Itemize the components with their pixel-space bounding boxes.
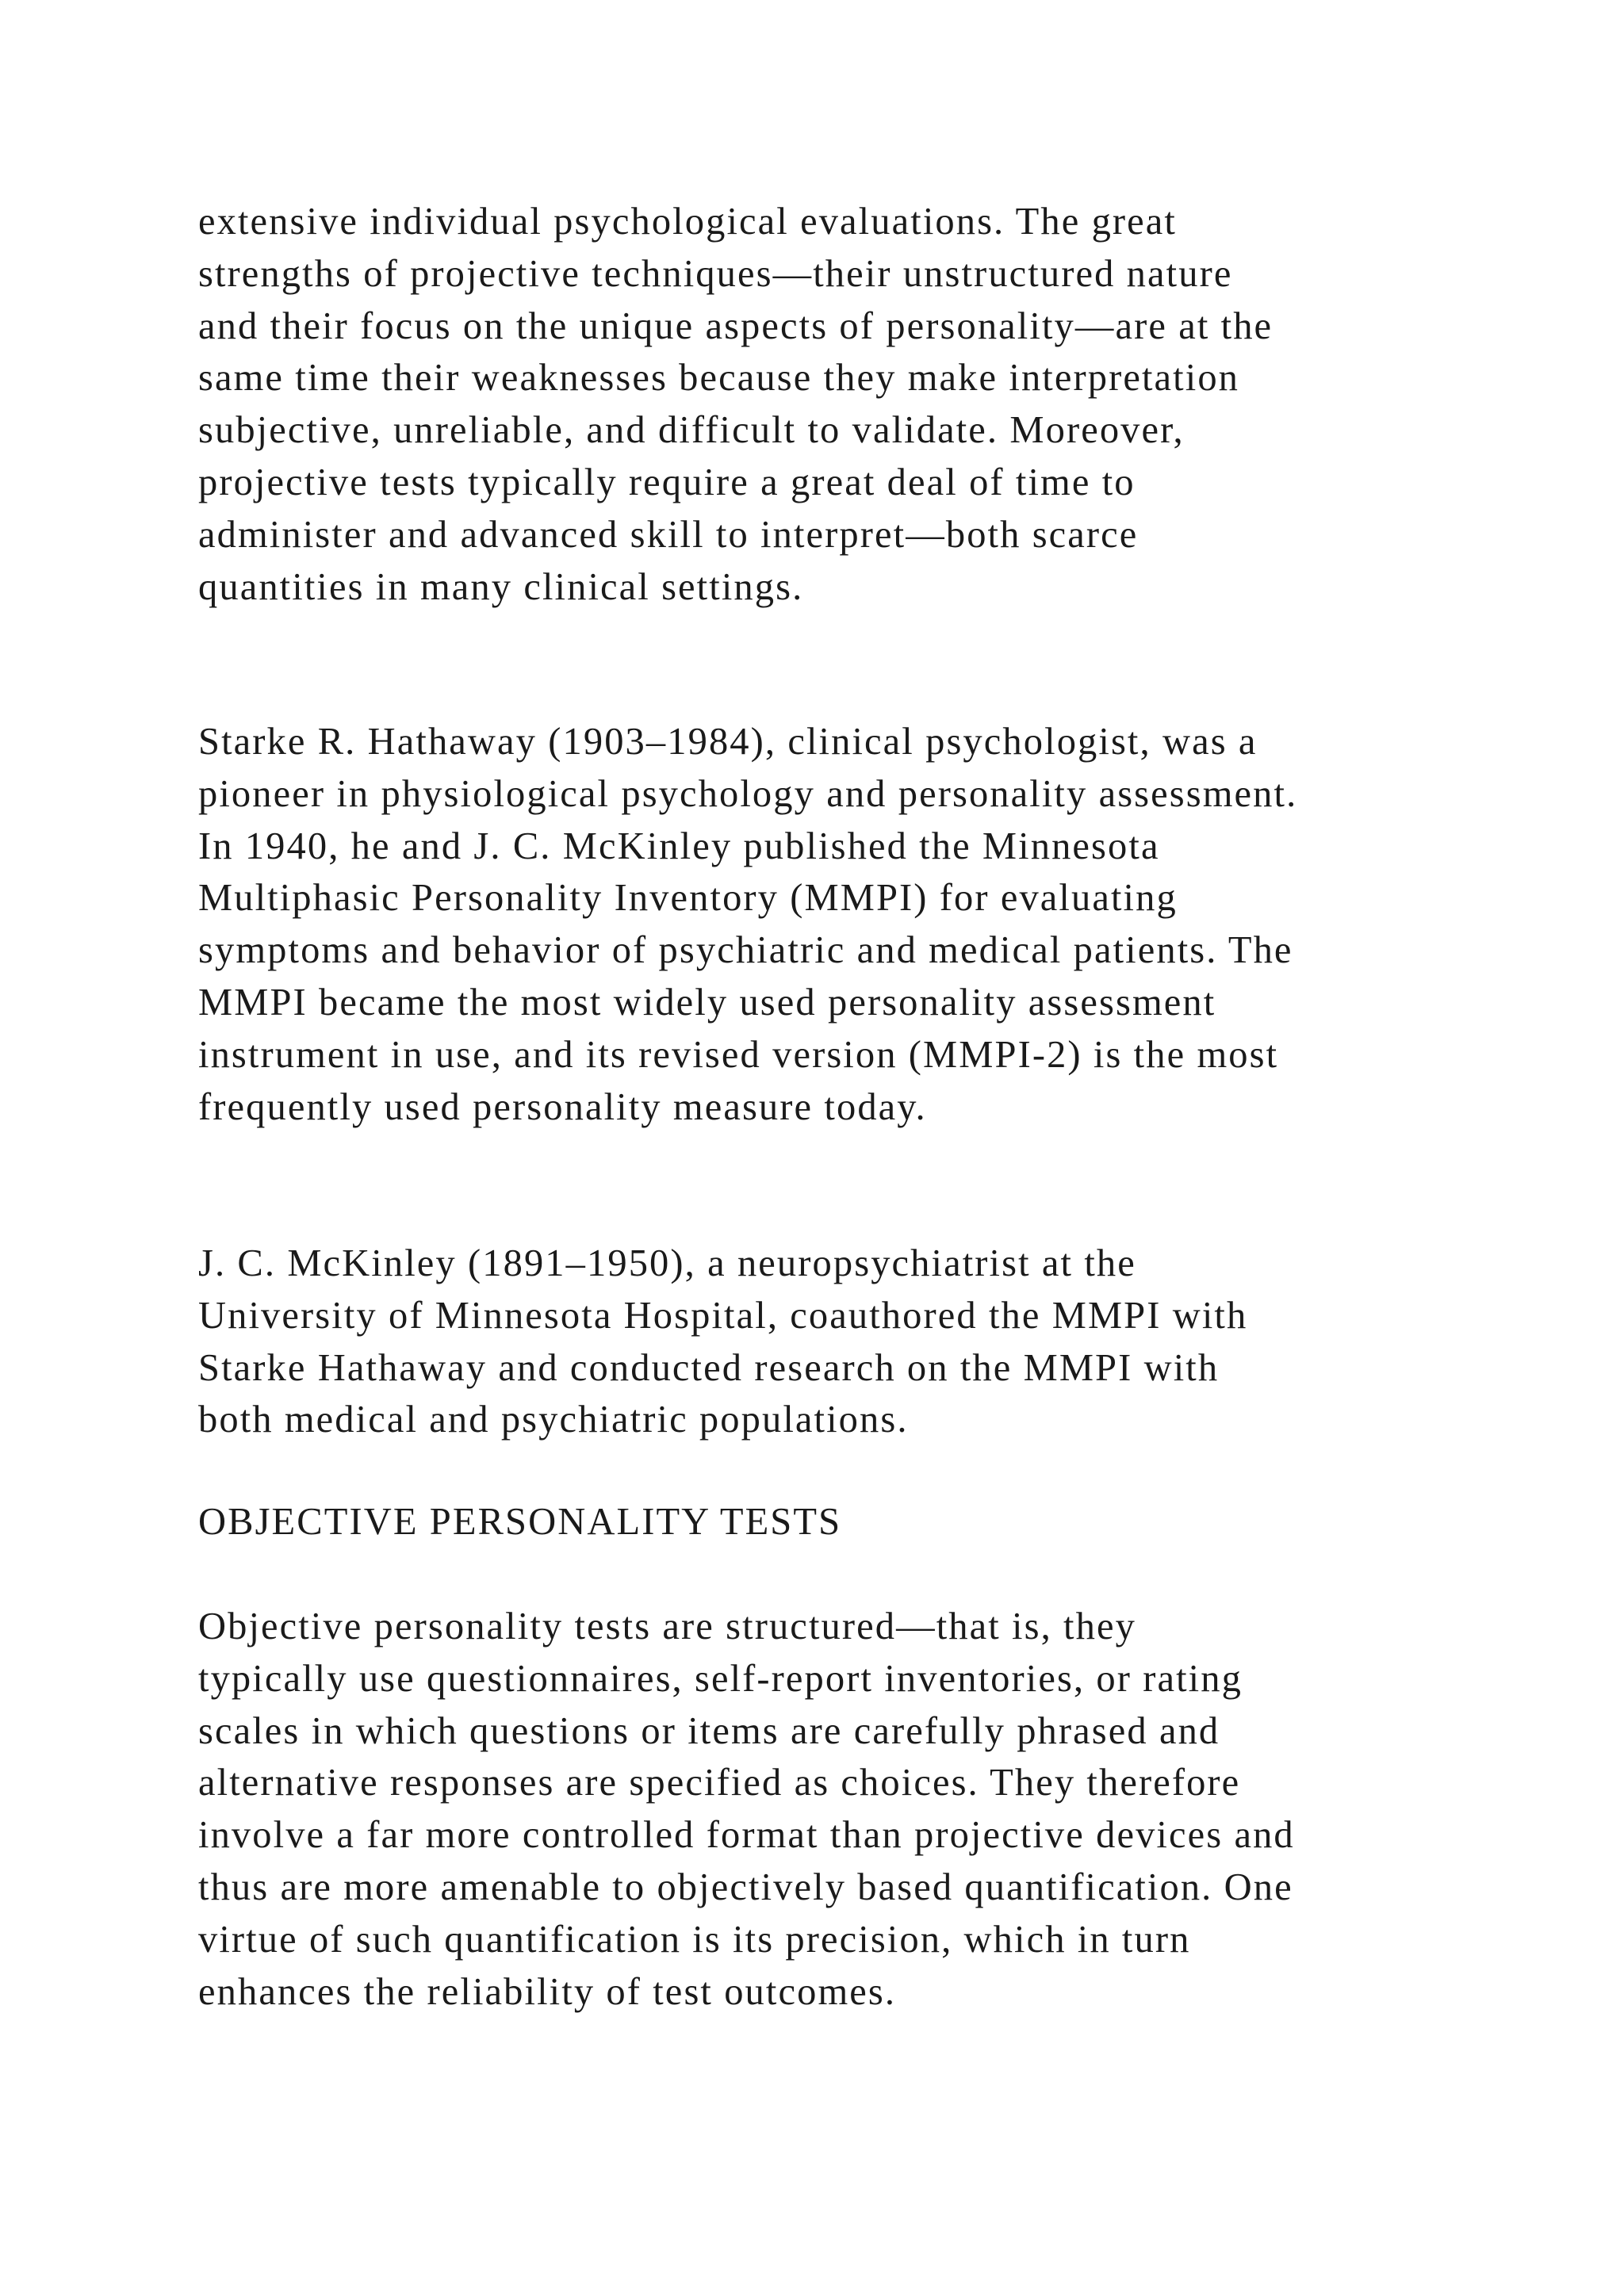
paragraph-projective-limitations [198,196,1515,613]
text-line: typically use questionnaires, self-report inventories, or rating [198,1657,1243,1700]
text-line: same time their weaknesses because they make interpretation [198,357,1240,400]
text-line: University of Minnesota Hospital, coauthored the MMPI with [198,1294,1248,1337]
text-line: J. C. McKinley (1891–1950), a neuropsychiatrist at the [198,1242,1136,1284]
section-heading [198,1496,1515,1548]
paragraph-hathaway-bio [198,716,1515,1133]
text-line: enhances the reliability of test outcomes. [198,1970,897,2013]
text-line: Multiphasic Personality Inventory (MMPI) for evaluating [198,877,1178,920]
text-line: frequently used personality measure today. [198,1085,927,1128]
paragraph-objective-tests [198,1601,1515,2018]
text-line: pioneer in physiological psychology and personality assessment. [198,772,1298,815]
text-line: scales in which questions or items are carefully phrased and [198,1709,1220,1752]
paragraph-mckinley-bio [198,1238,1515,1446]
text-line: Starke R. Hathaway (1903–1984), clinical psychologist, was a [198,721,1258,763]
text-line: In 1940, he and J. C. McKinley published the Minnesota [198,825,1160,867]
text-line: and their focus on the unique aspects of personality—are at the [198,304,1274,347]
text-line: virtue of such quantification is its precision, which in turn [198,1918,1191,1961]
text-line: instrument in use, and its revised version (MMPI-2) is the most [198,1033,1279,1076]
text-line: quantities in many clinical settings. [198,565,804,608]
text-line: involve a far more controlled format than projective devices and [198,1814,1295,1857]
text-line: projective tests typically require a great deal of time to [198,461,1136,503]
text-line: Starke Hathaway and conducted research on the MMPI with [198,1346,1220,1389]
text-line: strengths of projective techniques—their unstructured nature [198,252,1233,295]
text-line: extensive individual psychological evaluations. The great [198,201,1177,243]
text-line: administer and advanced skill to interpret—both scarce [198,513,1139,556]
text-line: subjective, unreliable, and difficult to validate. Moreover, [198,409,1185,452]
text-line: thus are more amenable to objectively based quantification. One [198,1866,1293,1908]
heading-text: OBJECTIVE PERSONALITY TESTS [198,1501,842,1543]
text-line: MMPI became the most widely used personality assessment [198,981,1216,1024]
text-line: both medical and psychiatric populations. [198,1399,909,1441]
text-line: symptoms and behavior of psychiatric and medical patients. The [198,929,1293,972]
text-line: alternative responses are specified as choices. They therefore [198,1762,1241,1804]
text-line: Objective personality tests are structured—that is, they [198,1605,1136,1647]
